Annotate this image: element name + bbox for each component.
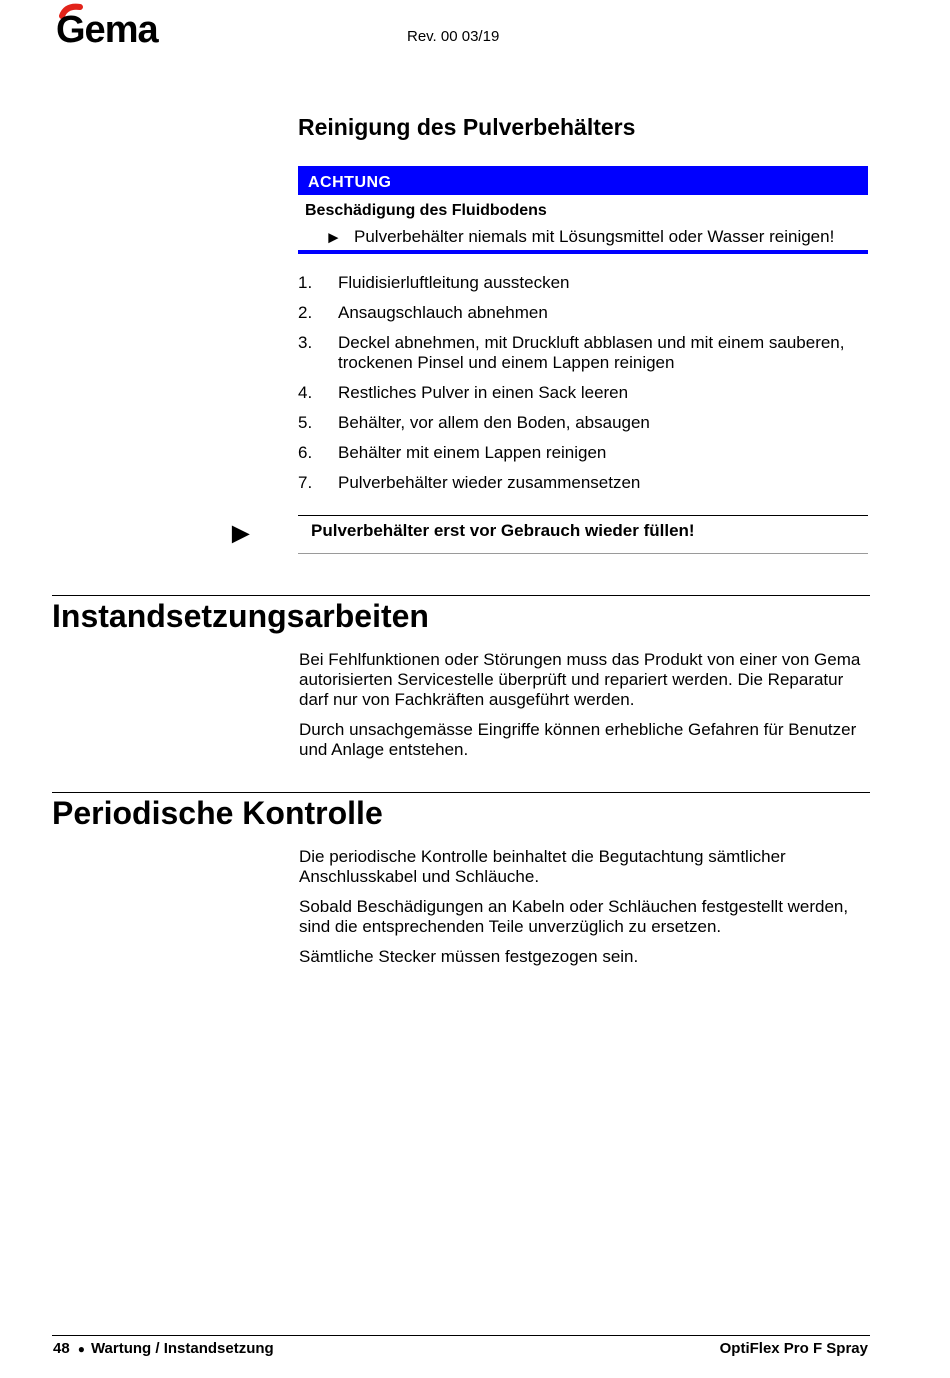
list-item: 2. Ansaugschlauch abnehmen	[298, 303, 548, 322]
footer-chapter: Wartung / Instandsetzung	[90, 1340, 274, 1357]
revision-label: Rev. 00 03/19	[407, 28, 500, 45]
note-top-rule	[298, 515, 868, 516]
page-number: 48	[53, 1340, 70, 1357]
paragraph: Bei Fehlfunktionen oder Störungen muss das Produkt von einer von Gema autorisierten Servicestelle überprüft und repariert werden. Die Reparatur darf nur von Fachkräften ausgeführt werden.	[299, 650, 861, 709]
triangle-right-icon: ►	[325, 228, 342, 247]
arrow-right-icon: ►	[226, 517, 256, 550]
notice-text: Pulverbehälter niemals mit Lösungsmittel oder Wasser reinigen!	[354, 227, 835, 246]
notice-title: Beschädigung des Fluidbodens	[305, 202, 547, 219]
notice-divider	[298, 250, 868, 254]
notice-header	[298, 166, 868, 195]
list-item: 3. Deckel abnehmen, mit Druckluft abblasen und mit einem sauberen, trockenen Pinsel und einem Lappen reinigen	[298, 333, 845, 372]
svg-text:Gema: Gema	[56, 9, 158, 46]
chapter-rule	[52, 595, 870, 596]
list-item: 4. Restliches Pulver in einen Sack leeren	[298, 383, 629, 402]
paragraph: Durch unsachgemässe Eingriffe können erhebliche Gefahren für Benutzer und Anlage entstehen.	[299, 720, 857, 759]
list-item: 6. Behälter mit einem Lappen reinigen	[298, 443, 607, 462]
chapter-rule	[52, 792, 870, 793]
steps-list	[298, 273, 868, 503]
note-bottom-rule	[298, 553, 868, 554]
note-text: Pulverbehälter erst vor Gebrauch wieder füllen!	[311, 521, 695, 540]
paragraph: Sämtliche Stecker müssen festgezogen sein.	[299, 947, 639, 966]
bullet-icon: ●	[77, 1342, 85, 1356]
notice-label: ACHTUNG	[308, 174, 392, 191]
list-item: 1. Fluidisierluftleitung ausstecken	[298, 273, 570, 292]
chapter-title-repair: Instandsetzungsarbeiten	[52, 598, 429, 634]
footer-left	[53, 1340, 274, 1357]
footer-rule	[52, 1335, 870, 1336]
section-title: Reinigung des Pulverbehälters	[298, 114, 636, 140]
footer-product: OptiFlex Pro F Spray	[719, 1340, 868, 1357]
paragraph: Die periodische Kontrolle beinhaltet die Begutachtung sämtlicher Anschlusskabel und Schläuche.	[299, 847, 786, 886]
list-item: 5. Behälter, vor allem den Boden, absaugen	[298, 413, 650, 432]
gema-logo	[52, 2, 172, 46]
list-item: 7. Pulverbehälter wieder zusammensetzen	[298, 473, 641, 492]
chapter-title-periodic: Periodische Kontrolle	[52, 795, 383, 831]
paragraph: Sobald Beschädigungen an Kabeln oder Schläuchen festgestellt werden, sind die entsprechenden Teile unverzüglich zu ersetzen.	[299, 897, 849, 936]
